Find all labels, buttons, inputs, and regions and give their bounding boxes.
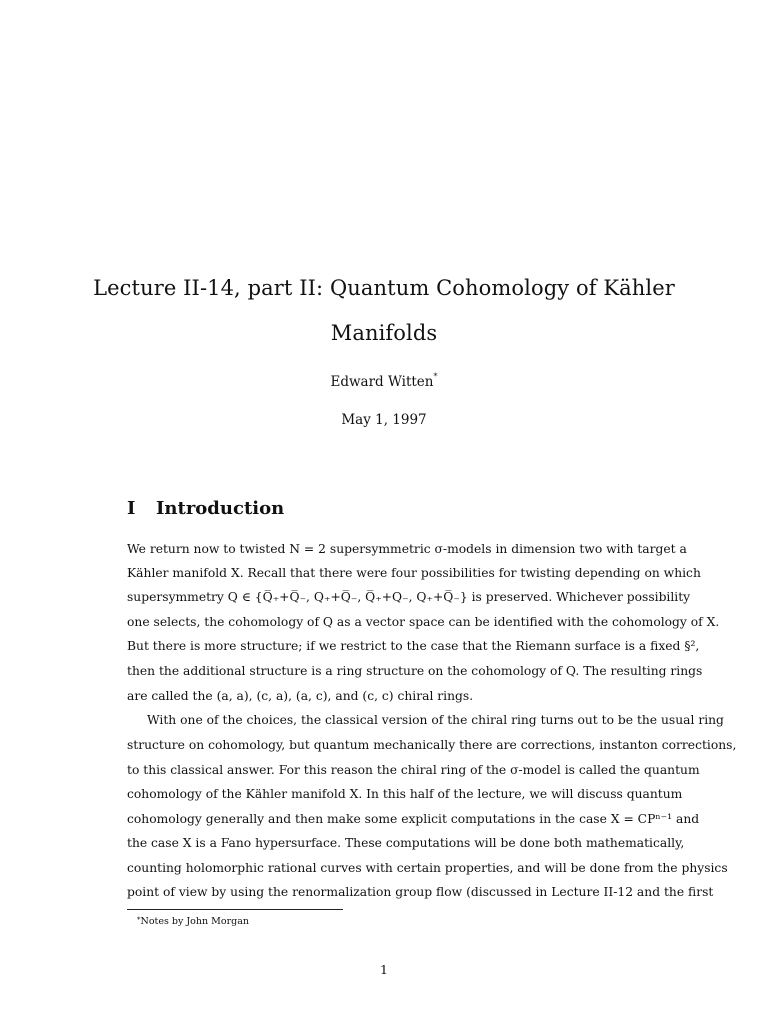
body-line: cohomology generally and then make some explicit computations in the case X = CPⁿ⁻¹ and (127, 812, 700, 826)
footnote-mark: * (137, 916, 141, 924)
body-line: are called the (a, a), (c, a), (a, c), and (c, c) chiral rings. (127, 689, 474, 703)
body-line: But there is more structure; if we restrict to the case that the Riemann surface is a fixed §², (127, 639, 700, 653)
author (0, 374, 768, 390)
body-line: point of view by using the renormalization group flow (discussed in Lecture II-12 and the first (127, 885, 714, 899)
paper-title-line-1: Lecture II-14, part II: Quantum Cohomology of Kähler (93, 276, 675, 300)
body-line: We return now to twisted N = 2 supersymmetric σ-models in dimension two with target a (127, 542, 687, 556)
body-line: to this classical answer. For this reason the chiral ring of the σ-model is called the quantum (127, 763, 700, 777)
footnote-text: Notes by John Morgan (140, 916, 249, 927)
body-line: With one of the choices, the classical version of the chiral ring turns out to be the usual ring (147, 713, 724, 727)
body-line: the case X is a Fano hypersurface. These computations will be done both mathematically, (127, 836, 685, 850)
body-line: Kähler manifold X. Recall that there were four possibilities for twisting depending on which (127, 566, 701, 580)
section-number: I (127, 498, 136, 519)
body-line: then the additional structure is a ring structure on the cohomology of Q. The resulting rings (127, 664, 703, 678)
author-footnote-mark: * (433, 372, 438, 381)
footnote (137, 916, 249, 927)
body-line: supersymmetry Q ∈ {Q̅₊+Q̅₋, Q₊+Q̅₋, Q̅₊+Q₋, Q₊+Q̅₋} is preserved. Whichever possibility (127, 590, 691, 604)
page-number: 1 (380, 962, 388, 977)
footnote-rule (127, 909, 343, 910)
body-line: one selects, the cohomology of Q as a vector space can be identified with the cohomology of X. (127, 615, 720, 629)
section-title: Introduction (156, 498, 285, 519)
section-heading (127, 498, 284, 519)
author-name: Edward Witten (330, 374, 434, 390)
body-line: structure on cohomology, but quantum mechanically there are corrections, instanton corrections, (127, 738, 737, 752)
date: May 1, 1997 (341, 412, 427, 428)
body-line: cohomology of the Kähler manifold X. In this half of the lecture, we will discuss quantum (127, 787, 683, 801)
body-line: counting holomorphic rational curves with certain properties, and will be done from the physics (127, 861, 728, 875)
paper-title-line-2: Manifolds (330, 321, 438, 345)
